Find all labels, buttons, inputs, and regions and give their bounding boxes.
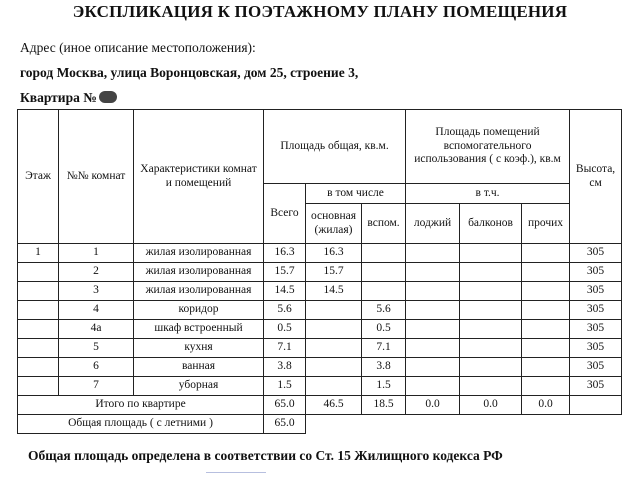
table-row [18,358,622,377]
aux-area-cell [362,263,406,282]
floor-cell [18,377,59,396]
other-cell [522,282,570,301]
loggia-cell [406,339,460,358]
other-cell [522,320,570,339]
totals-row [18,396,622,415]
document-title: ЭКСПЛИКАЦИЯ К ПОЭТАЖНОМУ ПЛАНУ ПОМЕЩЕНИЯ [72,2,568,21]
main-area-cell [306,320,362,339]
header-aux-area: Площадь помещений вспомогательного использования ( с коэф.), кв.м [406,110,570,184]
aux-area-cell: 7.1 [362,339,406,358]
main-area-cell [306,301,362,320]
aux-area-cell: 3.8 [362,358,406,377]
overall-row [18,415,622,434]
description-cell: жилая изолированная [134,263,264,282]
room-cell: 7 [59,377,134,396]
balcony-cell [460,244,522,263]
loggia-cell [406,282,460,301]
height-cell: 305 [570,377,622,396]
other-cell [522,301,570,320]
room-cell: 6 [59,358,134,377]
table-row [18,282,622,301]
address-label: Адрес (иное описание местоположения): [20,40,256,55]
main-area-cell: 14.5 [306,282,362,301]
total-area-cell: 16.3 [264,244,306,263]
totals-balcony: 0.0 [460,396,522,415]
loggia-cell [406,320,460,339]
floor-cell [18,320,59,339]
description-cell: жилая изолированная [134,282,264,301]
total-area-cell: 3.8 [264,358,306,377]
floor-cell [18,339,59,358]
total-area-cell: 7.1 [264,339,306,358]
description-cell: шкаф встроенный [134,320,264,339]
balcony-cell [460,320,522,339]
floor-cell [18,301,59,320]
redacted-mark-icon [99,91,117,103]
loggia-cell [406,263,460,282]
other-cell [522,377,570,396]
loggia-cell [406,358,460,377]
height-cell: 305 [570,244,622,263]
total-area-cell: 15.7 [264,263,306,282]
other-cell [522,339,570,358]
header-including: в том числе [306,184,406,204]
balcony-cell [460,301,522,320]
main-area-cell [306,358,362,377]
total-area-cell: 1.5 [264,377,306,396]
table-row [18,301,622,320]
total-area-cell: 14.5 [264,282,306,301]
totals-other: 0.0 [522,396,570,415]
total-area-cell: 5.6 [264,301,306,320]
totals-loggia: 0.0 [406,396,460,415]
description-cell: уборная [134,377,264,396]
header-incl-short: в т.ч. [406,184,570,204]
header-characteristics: Характеристики комнат и помещений [134,110,264,244]
height-cell: 305 [570,339,622,358]
loggia-cell [406,377,460,396]
height-cell: 305 [570,301,622,320]
aux-area-cell: 1.5 [362,377,406,396]
table-row [18,339,622,358]
other-cell [522,358,570,377]
header-floor: Этаж [18,110,59,244]
header-aux: вспом. [362,204,406,244]
main-area-cell: 16.3 [306,244,362,263]
totals-total: 65.0 [264,396,306,415]
balcony-cell [460,263,522,282]
height-cell: 305 [570,358,622,377]
room-cell: 4 [59,301,134,320]
header-total-area: Площадь общая, кв.м. [264,110,406,184]
aux-area-cell: 0.5 [362,320,406,339]
balcony-cell [460,358,522,377]
loggia-cell [406,244,460,263]
main-area-cell [306,339,362,358]
header-room-no: №№ комнат [59,110,134,244]
apartment-label: Квартира № [20,90,97,105]
address-value: город Москва, улица Воронцовская, дом 25, строение 3, [20,65,359,80]
header-loggia: лоджий [406,204,460,244]
height-cell: 305 [570,320,622,339]
room-cell: 2 [59,263,134,282]
balcony-cell [460,339,522,358]
overall-value: 65.0 [264,415,306,434]
room-cell: 3 [59,282,134,301]
description-cell: кухня [134,339,264,358]
total-area-cell: 0.5 [264,320,306,339]
totals-height [570,396,622,415]
table-row [18,244,622,263]
totals-label: Итого по квартире [18,396,264,415]
header-main: основная (жилая) [306,204,362,244]
room-cell: 1 [59,244,134,263]
overall-label: Общая площадь ( с летними ) [18,415,264,434]
loggia-cell [406,301,460,320]
explication-table [17,109,622,434]
description-cell: коридор [134,301,264,320]
stamp-mark-icon [206,472,266,485]
height-cell: 305 [570,263,622,282]
balcony-cell [460,377,522,396]
other-cell [522,263,570,282]
balcony-cell [460,282,522,301]
rows-body [18,244,622,396]
table-row [18,263,622,282]
room-cell: 4а [59,320,134,339]
table-row [18,320,622,339]
header-balcony: балконов [460,204,522,244]
aux-area-cell: 5.6 [362,301,406,320]
floor-cell [18,282,59,301]
aux-area-cell [362,244,406,263]
header-other: прочих [522,204,570,244]
room-cell: 5 [59,339,134,358]
footer-note: Общая площадь определена в соответствии со Ст. 15 Жилищного кодекса РФ [28,448,503,463]
description-cell: жилая изолированная [134,244,264,263]
table-row [18,377,622,396]
floor-cell [18,358,59,377]
totals-main: 46.5 [306,396,362,415]
header-height: Высота, см [570,110,622,244]
main-area-cell: 15.7 [306,263,362,282]
aux-area-cell [362,282,406,301]
other-cell [522,244,570,263]
floor-cell [18,263,59,282]
header-all: Всего [264,184,306,244]
floor-cell: 1 [18,244,59,263]
apartment-line [20,90,117,106]
main-area-cell [306,377,362,396]
description-cell: ванная [134,358,264,377]
height-cell: 305 [570,282,622,301]
totals-aux: 18.5 [362,396,406,415]
